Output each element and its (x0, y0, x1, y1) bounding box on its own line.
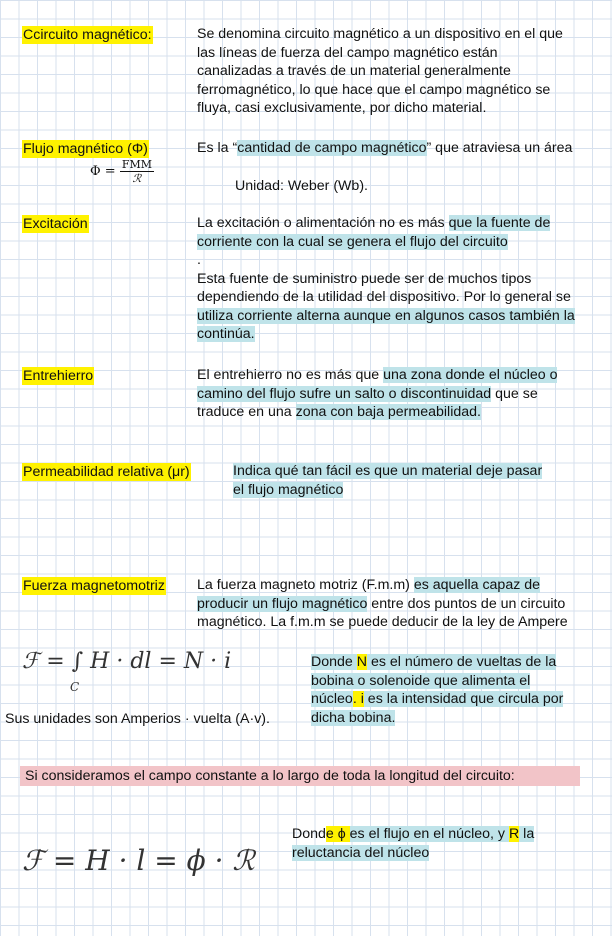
reluctance-formula (22, 843, 255, 879)
fuerza-donde-line-1 (311, 653, 563, 672)
flujo-unit-text: Unidad: Weber (Wb). (235, 178, 368, 194)
fuerza-donde-line-4 (311, 709, 563, 728)
flujo-definition (197, 139, 572, 158)
permeabilidad-line-2 (233, 481, 542, 500)
excitacion-l2-highlight: corriente con la cual se genera el flujo del circuito (197, 233, 508, 250)
reluctance-formula-text: ℱ = H · l = ϕ · ℛ (22, 844, 255, 877)
excitacion-line-1 (197, 214, 575, 233)
fuerza-donde-l3c: es la intensidad que circula por (363, 691, 564, 707)
constante-donde-l2: reluctancia del núcleo (292, 844, 430, 861)
fuerza-l1-plain: La fuerza magneto motriz (F.m.m) (197, 577, 414, 593)
ampere-law-formula-text: ℱ = ∫ H · dl = N · i (22, 649, 232, 674)
entrehierro-l3-highlight: zona con baja permeabilidad. (295, 404, 481, 420)
flujo-unit (235, 177, 368, 196)
fuerza-donde-l3b: . i (352, 691, 364, 707)
flujo-desc-after: ” que atraviesa un área (426, 140, 573, 156)
entrehierro-line-2 (197, 385, 557, 404)
permeabilidad-l1-highlight: Indica qué tan fácil es que un material deje pasar (233, 463, 543, 479)
excitacion-line-2 (197, 233, 575, 252)
constante-donde-w1: Dond (292, 826, 326, 842)
fuerza-line-1 (197, 576, 568, 595)
constante-donde-line-1 (292, 825, 534, 844)
term-fuerza-magnetomotriz: Fuerza magnetomotriz (23, 578, 165, 594)
term-excitacion: Excitación (23, 216, 88, 232)
fuerza-donde (311, 653, 563, 727)
entrehierro-line-3 (197, 403, 557, 422)
excitacion-line-3: . (197, 252, 201, 268)
excitacion-l6-highlight: utiliza corriente alterna aunque en algunos casos también la (197, 307, 575, 324)
entrehierro-l3-plain: traduce en una (197, 404, 296, 420)
excitacion-line-7 (197, 325, 575, 344)
constante-donde-r: R (508, 826, 520, 842)
flujo-formula-numerator: FMM (121, 158, 152, 171)
circuito-line-3: canalizadas a través de un material generalmente (197, 63, 511, 79)
fuerza-line-3: magnético. La f.m.m se puede deducir de la ley de Ampere (197, 614, 568, 630)
excitacion-l1-highlight: que la fuente de (448, 215, 551, 231)
excitacion-definition (197, 214, 575, 344)
entrehierro-l2-plain: que se (491, 385, 538, 402)
permeabilidad-line-1 (233, 462, 542, 481)
flujo-desc-highlight: cantidad de campo magnético (237, 140, 427, 156)
fuerza-donde-line-3 (311, 690, 563, 709)
circuito-definition (197, 25, 563, 118)
fuerza-donde-l3a: núcleo (311, 691, 353, 707)
fuerza-donde-w1: Donde (311, 654, 357, 670)
permeabilidad-definition (233, 462, 542, 499)
constante-donde-w2: e ϕ (325, 826, 350, 842)
fuerza-definition (197, 576, 568, 632)
flujo-line-1 (197, 139, 572, 158)
constante-donde-line-2 (292, 844, 534, 863)
term-entrehierro: Entrehierro (23, 368, 94, 384)
circuito-line-5: fluya, casi exclusivamente, por dicho material. (197, 100, 487, 116)
fuerza-donde-l4: dicha bobina. (311, 709, 396, 726)
ampere-law-subscript: C (70, 680, 80, 694)
entrehierro-l1-highlight: una zona donde el núcleo o (383, 367, 558, 383)
fuerza-donde-line-2 (311, 672, 563, 691)
constante-donde-w3: es el flujo en el núcleo, y (349, 826, 509, 842)
circuito-line-2: las líneas de fuerza del campo magnético están (197, 44, 498, 61)
entrehierro-definition (197, 366, 557, 422)
term-flujo-magnetico: Flujo magnético (Φ) (23, 141, 148, 157)
campo-constante-banner: Si consideramos el campo constante a lo largo de toda la longitud del circuito: (20, 766, 580, 786)
flujo-formula-lhs: Φ = (90, 164, 116, 179)
fuerza-donde-l2: bobina o solenoide que alimenta el (311, 672, 531, 689)
term-permeabilidad-relativa: Permeabilidad relativa (μr) (23, 464, 190, 480)
flujo-formula-fraction (120, 158, 154, 185)
fuerza-l2-plain: entre dos puntos de un circuito (367, 595, 566, 612)
circuito-line-4: ferromagnético, lo que hace que el campo magnético se (197, 81, 551, 98)
permeabilidad-l2-highlight: el flujo magnético (233, 481, 344, 498)
fuerza-units (5, 710, 270, 729)
fuerza-donde-w2: es el número de vueltas de la (367, 654, 557, 670)
fuerza-units-text: Sus unidades son Amperios · vuelta (A·v). (5, 711, 270, 727)
excitacion-l1-plain: La excitación o alimentación no es más (197, 215, 449, 231)
flujo-formula (90, 158, 154, 185)
fuerza-donde-n: N (356, 654, 367, 670)
excitacion-line-5: dependiendo de la utilidad del dispositivo. Por lo general se (197, 289, 571, 305)
constante-donde (292, 825, 534, 862)
fuerza-line-2 (197, 595, 568, 614)
circuito-line-1: Se denomina circuito magnético a un dispositivo en el que (197, 26, 563, 42)
entrehierro-l1-plain: El entrehierro no es más que (197, 367, 384, 383)
fuerza-l1-highlight: es aquella capaz de (413, 577, 541, 593)
constante-donde-w4: la (519, 826, 535, 842)
entrehierro-line-1 (197, 366, 557, 385)
entrehierro-l2-highlight: camino del flujo sufre un salto o discontinuidad (197, 385, 492, 402)
ampere-law-formula (22, 648, 231, 676)
flujo-desc-before: Es la “ (197, 140, 238, 156)
excitacion-line-6 (197, 307, 575, 326)
term-circuito-magnetico: Ccircuito magnético: (23, 27, 152, 43)
excitacion-l7-highlight: continúa. (197, 326, 255, 342)
fuerza-l2-highlight: producir un flujo magnético (197, 595, 368, 612)
excitacion-line-4: Esta fuente de suministro puede ser de muchos tipos (197, 270, 532, 287)
flujo-formula-denominator: ℛ (132, 172, 142, 185)
